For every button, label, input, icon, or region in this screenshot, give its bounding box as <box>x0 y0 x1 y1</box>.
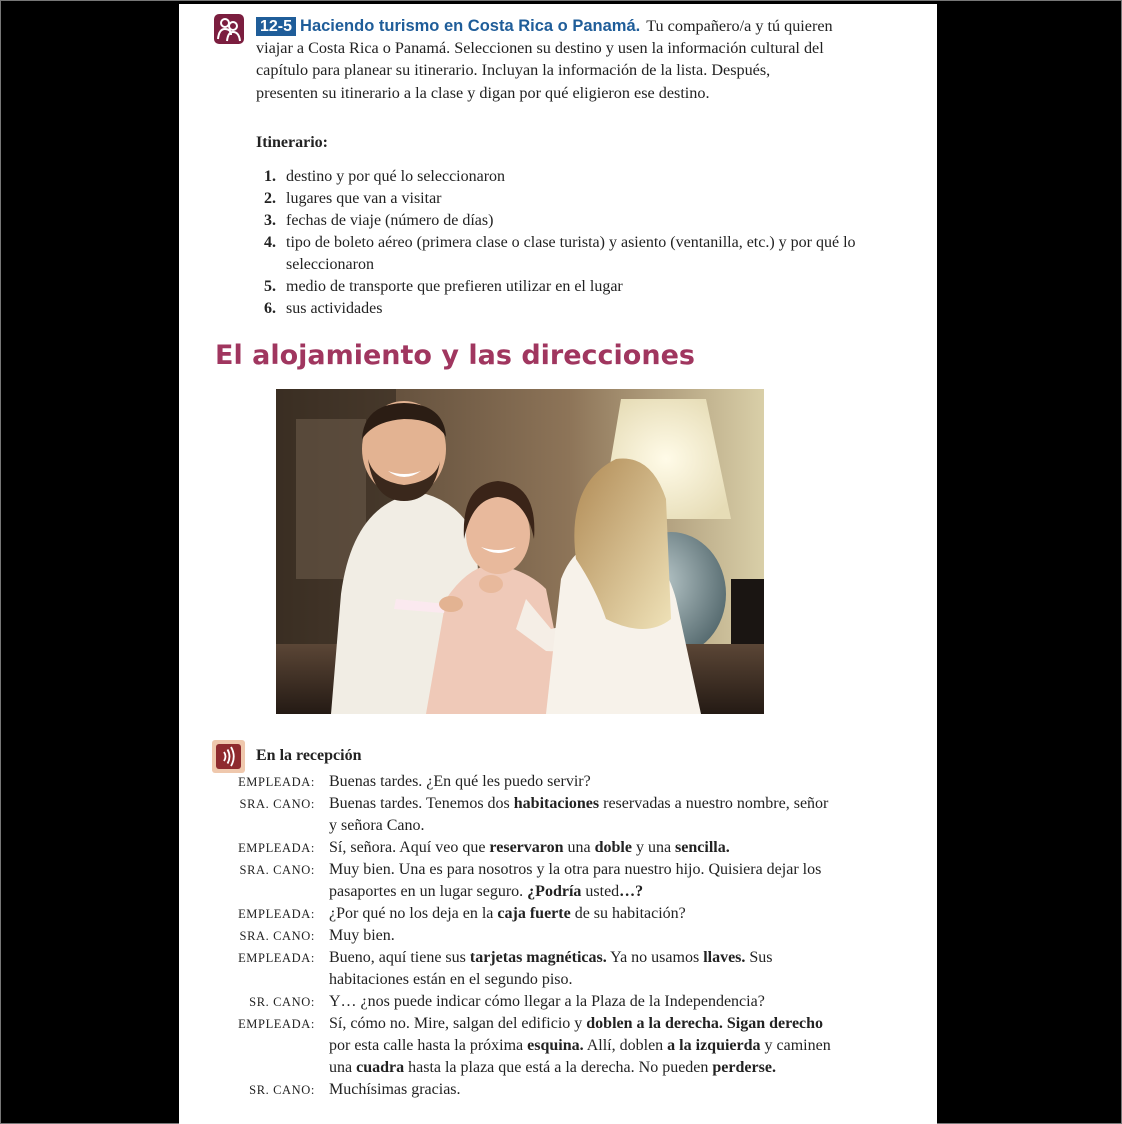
dialogue <box>219 771 839 1101</box>
activity-12-5 <box>256 15 836 104</box>
itinerary-item <box>256 276 856 298</box>
dialogue-text <box>329 793 839 837</box>
vocabulary-term: reservaron <box>489 839 564 856</box>
vocabulary-term: doble <box>594 839 632 856</box>
dialogue-segment: Buenas tardes. ¿En qué les puedo servir? <box>329 773 591 790</box>
itinerary-item <box>256 232 856 276</box>
itinerary-item-number: 3. <box>264 212 276 229</box>
vocabulary-term: doblen a la derecha. Sigan derecho <box>586 1015 824 1032</box>
dialogue-segment: Bueno, aquí tiene sus <box>329 949 470 966</box>
speaker-label: SRA. CANO: <box>239 929 315 943</box>
itinerary-item <box>256 166 856 188</box>
itinerary-item-number: 4. <box>264 234 276 251</box>
vocabulary-term: tarjetas magnéticas. <box>469 949 607 966</box>
speaker-label: SRA. CANO: <box>239 797 315 811</box>
vocabulary-term: perderse. <box>712 1059 776 1076</box>
speaker-label: SRA. CANO: <box>239 863 315 877</box>
dialogue-text <box>329 1013 839 1079</box>
vocabulary-term: esquina. <box>527 1037 584 1054</box>
itinerary-item <box>256 298 856 320</box>
dialogue-line <box>219 903 839 925</box>
dialogue-segment: Allí, doblen <box>583 1037 668 1054</box>
dialogue-line <box>219 947 839 991</box>
itinerary-item-text: medio de transporte que prefieren utilizar en el lugar <box>286 278 623 295</box>
speaker-label: EMPLEADA: <box>238 841 315 855</box>
speaker-label: EMPLEADA: <box>238 951 315 965</box>
itinerary-item-number: 1. <box>264 168 276 185</box>
dialogue-text <box>329 903 839 925</box>
dialogue-segment: Ya no usamos <box>606 949 704 966</box>
dialogue-line <box>219 771 839 793</box>
dialogue-text <box>329 771 839 793</box>
dialogue-text <box>329 1079 839 1101</box>
dialogue-line <box>219 837 839 859</box>
dialogue-line <box>219 793 839 837</box>
speaker-label: SR. CANO: <box>249 995 315 1009</box>
itinerary-item-text: fechas de viaje (número de días) <box>286 212 494 229</box>
dialogue-text <box>329 859 839 903</box>
speaker-label: SR. CANO: <box>249 1083 315 1097</box>
dialogue-text <box>329 947 839 991</box>
itinerary-item-text: sus actividades <box>286 300 383 317</box>
dialogue-segment: Sí, cómo no. Mire, salgan del edificio y <box>329 1015 587 1032</box>
pair-work-icon <box>214 14 244 44</box>
dialogue-segment: usted <box>581 883 620 900</box>
dialogue-segment: Muchísimas gracias. <box>329 1081 461 1098</box>
itinerary-item-number: 5. <box>264 278 276 295</box>
dialogue-segment: ¿Por qué no los deja en la <box>329 905 498 922</box>
dialogue-text <box>329 925 839 947</box>
dialogue-segment: y una <box>631 839 676 856</box>
dialogue-segment: hasta la plaza que está a la derecha. No pueden <box>404 1059 713 1076</box>
dialogue-line <box>219 991 839 1013</box>
itinerary-item <box>256 188 856 210</box>
dialogue-text <box>329 837 839 859</box>
activity-number: 12-5 <box>256 17 296 36</box>
hotel-reception-photo <box>276 389 764 714</box>
dialogue-segment: Sí, señora. Aquí veo que <box>329 839 490 856</box>
dialogue-segment: Y… ¿nos puede indicar cómo llegar a la Plaza de la Independencia? <box>329 993 765 1010</box>
dialogue-segment: Buenas tardes. Tenemos dos <box>329 795 514 812</box>
itinerary-item-number: 2. <box>264 190 276 207</box>
vocabulary-term: …? <box>619 883 644 900</box>
dialogue-title: En la recepción <box>256 747 362 764</box>
itinerary-list <box>256 166 856 320</box>
speaker-label: EMPLEADA: <box>238 775 315 789</box>
itinerary-label: Itinerario: <box>256 134 328 151</box>
dialogue-line <box>219 1079 839 1101</box>
vocabulary-term: habitaciones <box>513 795 600 812</box>
vocabulary-term: sencilla. <box>675 839 730 856</box>
audio-icon[interactable] <box>212 740 245 773</box>
vocabulary-term: caja fuerte <box>497 905 571 922</box>
itinerary-item <box>256 210 856 232</box>
itinerary-item-text: tipo de boleto aéreo (primera clase o clase turista) y asiento (ventanilla, etc.) y por qué lo seleccionaron <box>286 234 856 273</box>
vocabulary-term: llaves. <box>703 949 746 966</box>
dialogue-segment: y caminen una <box>329 1037 831 1076</box>
speaker-label: EMPLEADA: <box>238 907 315 921</box>
dialogue-segment: Sus habitaciones están en el segundo piso. <box>329 949 773 988</box>
dialogue-text <box>329 991 839 1013</box>
dialogue-line <box>219 859 839 903</box>
vocabulary-term: ¿Podría <box>527 883 582 900</box>
dialogue-segment: una <box>563 839 595 856</box>
activity-title: Haciendo turismo en Costa Rica o Panamá. <box>300 17 641 35</box>
textbook-page <box>179 4 937 1124</box>
dialogue-segment: Muy bien. <box>329 927 395 944</box>
itinerary-item-text: lugares que van a visitar <box>286 190 442 207</box>
dialogue-segment: Muy bien. Una es para nosotros y la otra para nuestro hijo. Quisiera dejar los pasaportes en un lugar seguro. <box>329 861 822 900</box>
itinerary-item-text: destino y por qué lo seleccionaron <box>286 168 506 185</box>
vocabulary-term: cuadra <box>356 1059 405 1076</box>
speaker-label: EMPLEADA: <box>238 1017 315 1031</box>
activity-instructions: Tu compañero/a y tú quieren viajar a Costa Rica o Panamá. Seleccionen su destino y usen la información cultural del capítulo para planear su itinerario. Incluyan la información de la lista. Después, presenten su itinerario a la clase y digan por qué eligieron ese destino. <box>256 17 833 102</box>
section-heading: El alojamiento y las direcciones <box>215 340 695 371</box>
dialogue-line <box>219 1013 839 1079</box>
dialogue-segment: de su habitación? <box>570 905 686 922</box>
dialogue-segment: reservadas a nuestro nombre, señor y señora Cano. <box>329 795 829 834</box>
itinerary-item-number: 6. <box>264 300 276 317</box>
vocabulary-term: a la izquierda <box>667 1037 761 1054</box>
dialogue-segment: por esta calle hasta la próxima <box>329 1037 528 1054</box>
dialogue-line <box>219 925 839 947</box>
